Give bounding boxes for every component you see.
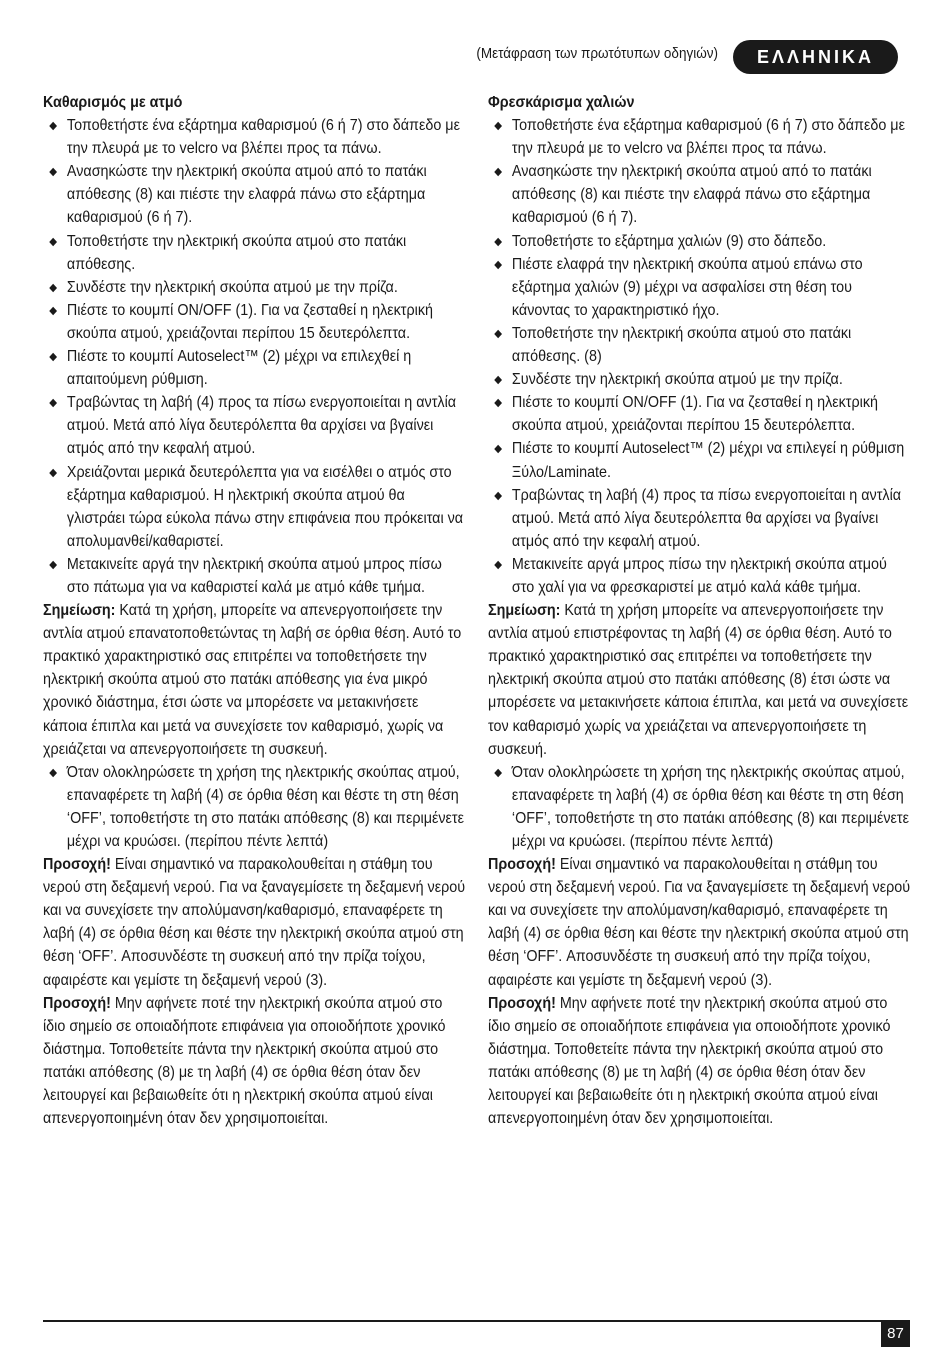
diamond-bullet-icon — [494, 122, 502, 130]
diamond-bullet-icon — [49, 468, 57, 476]
diamond-bullet-icon — [494, 561, 502, 569]
finish-steps — [43, 761, 465, 853]
list-item — [43, 114, 465, 160]
list-item — [488, 114, 910, 160]
note-label: Σημείωση: — [43, 602, 116, 620]
list-item-text: Όταν ολοκληρώσετε τη χρήση της ηλεκτρικής σκούπας ατμού, επαναφέρετε τη λαβή (4) σε όρθια θέση και θέστε τη στη θέση ‘OFF’, τοποθετήστε τη στο πατάκι απόθεσης (8) και περιμένετε μέχρι να κρυώσει. (περίπου πέντε λεπτά) — [511, 763, 910, 850]
list-item — [488, 253, 910, 322]
list-item — [488, 553, 910, 599]
list-item-text: Τραβώντας τη λαβή (4) προς τα πίσω ενεργοποιείται η αντλία ατμού. Μετά από λίγα δευτερόλεπτα θα αρχίσει να βγαίνει ατμός από την κεφαλή ατμού. — [66, 394, 457, 458]
finish-steps — [488, 761, 910, 853]
caution-text: Είναι σημαντικό να παρακολουθείται η στάθμη του νερού στη δεξαμενή νερού. Για να ξαναγεμίσετε τη δεξαμενή νερού και να συνεχίσετε την απολύμανση/καθαρισμό, επαναφέρετε τη λαβή (4) σε όρθια θέση και θέστε την ηλεκτρική σκούπα ατμού στη θέση ‘OFF’. Αποσυνδέστε τη συσκευή από την πρίζα τοίχου, αφαιρέστε και γεμίστε τη δεξαμενή νερού (3). — [43, 856, 466, 989]
caution-paragraph — [488, 992, 910, 1131]
list-item — [488, 230, 910, 253]
diamond-bullet-icon — [49, 307, 57, 315]
list-item-text: Μετακινείτε αργά μπρος πίσω την ηλεκτρική σκούπα ατμού στο χαλί για να φρεσκαριστεί με ατμό καλά κάθε τμήμα. — [511, 555, 887, 596]
caution-label: Προσοχή! — [488, 856, 556, 874]
list-item — [43, 553, 465, 599]
note-paragraph — [43, 599, 465, 761]
list-item — [43, 276, 465, 299]
list-item-text: Τοποθετήστε το εξάρτημα χαλιών (9) στο δάπεδο. — [511, 232, 827, 250]
steam-cleaning-steps — [43, 114, 465, 599]
section-heading-steam-cleaning: Καθαρισμός με ατμό — [43, 94, 183, 111]
list-item-text: Τοποθετήστε ένα εξάρτημα καθαρισμού (6 ή 7) στο δάπεδο με την πλευρά με το velcro να βλέπει προς τα πάνω. — [66, 117, 460, 158]
caution-label: Προσοχή! — [43, 856, 111, 874]
list-item-text: Τραβώντας τη λαβή (4) προς τα πίσω ενεργοποιείται η αντλία ατμού. Μετά από λίγα δευτερόλεπτα θα αρχίσει να βγαίνει ατμός από την κεφαλή ατμού. — [511, 486, 902, 550]
list-item — [43, 230, 465, 276]
list-item-text: Συνδέστε την ηλεκτρική σκούπα ατμού με την πρίζα. — [66, 278, 398, 296]
caution-paragraph — [43, 853, 465, 992]
list-item — [43, 391, 465, 460]
list-item-text: Μετακινείτε αργά την ηλεκτρική σκούπα ατμού μπρος πίσω στο πάτωμα για να καθαριστεί καλά με ατμό κάθε τμήμα. — [66, 555, 442, 596]
list-item-text: Συνδέστε την ηλεκτρική σκούπα ατμού με την πρίζα. — [511, 371, 843, 389]
caution-text: Μην αφήνετε ποτέ την ηλεκτρική σκούπα ατμού στο ίδιο σημείο σε οποιαδήποτε επιφάνεια για οποιοδήποτε χρονικό διάστημα. Τοποθετείτε πάντα την ηλεκτρική σκούπα ατμού στο πατάκι απόθεσης (8) με τη λαβή (4) σε όρθια θέση όταν δεν λειτουργεί και βεβαιωθείτε ότι η ηλεκτρική σκούπα ατμού είναι απενεργοποιημένη όταν δεν χρησιμοποιείται. — [488, 994, 891, 1128]
list-item-text: Πιέστε ελαφρά την ηλεκτρική σκούπα ατμού επάνω στο εξάρτημα χαλιών (9) μέχρι να ασφαλίσει στη θέση του κάνοντας το χαρακτηριστικό ήχο. — [511, 255, 863, 319]
document-subtitle: (Μετάφραση των πρωτότυπων οδηγιών) — [476, 45, 718, 62]
list-item — [488, 437, 910, 483]
diamond-bullet-icon — [494, 237, 502, 245]
caution-paragraph — [43, 992, 465, 1131]
list-item-text: Τοποθετήστε την ηλεκτρική σκούπα ατμού στο πατάκι απόθεσης. — [66, 232, 407, 273]
footer-divider — [43, 1320, 910, 1322]
diamond-bullet-icon — [49, 122, 57, 130]
list-item-text: Ανασηκώστε την ηλεκτρική σκούπα ατμού από το πατάκι απόθεσης (8) και πιέστε την ελαφρά πάνω στο εξάρτημα καθαρισμού (6 ή 7). — [66, 163, 427, 227]
diamond-bullet-icon — [494, 330, 502, 338]
caution-label: Προσοχή! — [43, 994, 111, 1012]
caution-text: Μην αφήνετε ποτέ την ηλεκτρική σκούπα ατμού στο ίδιο σημείο σε οποιαδήποτε επιφάνεια για οποιοδήποτε χρονικό διάστημα. Τοποθετείτε πάντα την ηλεκτρική σκούπα ατμού στο πατάκι απόθεσης (8) με τη λαβή (4) σε όρθια θέση όταν δεν λειτουργεί και βεβαιωθείτε ότι η ηλεκτρική σκούπα ατμού είναι απενεργοποιημένη όταν δεν χρησιμοποιείται. — [43, 994, 446, 1128]
list-item — [43, 160, 465, 229]
diamond-bullet-icon — [49, 353, 57, 361]
diamond-bullet-icon — [494, 168, 502, 176]
list-item — [488, 368, 910, 391]
diamond-bullet-icon — [49, 768, 57, 776]
left-column — [43, 91, 465, 1130]
list-item — [488, 160, 910, 229]
note-text: Κατά τη χρήση μπορείτε να απενεργοποιήσετε την αντλία ατμού επιστρέφοντας τη λαβή (4) σε όρθια θέση. Αυτό το πρακτικό χαρακτηριστικό σας επιτρέπει να τοποθετήσετε την ηλεκτρική σκούπα ατμού στο πατάκι απόθεσης (8) έτσι ώστε να μπορέσετε να μετακινήσετε κάποια έπιπλα, και μετά να συνεχίσετε τον καθαρισμό χωρίς να χρειάζεται να απενεργοποιήσετε τη συσκευή. — [488, 602, 909, 758]
diamond-bullet-icon — [49, 399, 57, 407]
page-number: 87 — [881, 1320, 910, 1347]
list-item — [43, 299, 465, 345]
note-text: Κατά τη χρήση, μπορείτε να απενεργοποιήσετε την αντλία ατμού επανατοποθετώντας τη λαβή σε όρθια θέση. Αυτό το πρακτικό χαρακτηριστικό σας επιτρέπει να τοποθετήσετε την ηλεκτρική σκούπα ατμού στο πατάκι απόθεσης για ένα μικρό χρονικό διάστημα, έτσι ώστε να μπορέσετε να μετακινήσετε κάποια έπιπλα και μετά να συνεχίσετε τον καθαρισμό, χωρίς να χρειάζεται να απενεργοποιήσετε τη συσκευή. — [43, 602, 462, 758]
diamond-bullet-icon — [494, 260, 502, 268]
caution-paragraph — [488, 853, 910, 992]
list-item-text: Πιέστε το κουμπί Autoselect™ (2) μέχρι να επιλεχθεί η απαιτούμενη ρύθμιση. — [66, 348, 412, 389]
right-column — [488, 91, 910, 1130]
list-item-text: Χρειάζονται μερικά δευτερόλεπτα για να εισέλθει ο ατμός στο εξάρτημα καθαρισμού. Η ηλεκτρική σκούπα ατμού θα γλιστράει τώρα εύκολα πάνω στην επιφάνεια που πρόκειται να απολυμανθεί/καθαριστεί. — [66, 463, 464, 550]
list-item — [43, 345, 465, 391]
diamond-bullet-icon — [494, 445, 502, 453]
diamond-bullet-icon — [494, 768, 502, 776]
list-item — [488, 761, 910, 853]
list-item — [488, 484, 910, 553]
note-label: Σημείωση: — [488, 602, 561, 620]
list-item-text: Πιέστε το κουμπί ON/OFF (1). Για να ζεσταθεί η ηλεκτρική σκούπα ατμού, χρειάζονται περίπου 15 δευτερόλεπτα. — [66, 301, 433, 342]
carpet-refresh-steps — [488, 114, 910, 599]
diamond-bullet-icon — [494, 399, 502, 407]
list-item-text: Ανασηκώστε την ηλεκτρική σκούπα ατμού από το πατάκι απόθεσης (8) και πιέστε την ελαφρά πάνω στο εξάρτημα καθαρισμού (6 ή 7). — [511, 163, 872, 227]
list-item — [43, 761, 465, 853]
list-item-text: Πιέστε το κουμπί ON/OFF (1). Για να ζεσταθεί η ηλεκτρική σκούπα ατμού, χρειάζονται περίπου 15 δευτερόλεπτα. — [511, 394, 878, 435]
caution-text: Είναι σημαντικό να παρακολουθείται η στάθμη του νερού στη δεξαμενή νερού. Για να ξαναγεμίσετε τη δεξαμενή νερού και να συνεχίσετε την απολύμανση/καθαρισμό, επαναφέρετε τη λαβή (4) σε όρθια θέση και θέστε την ηλεκτρική σκούπα ατμού στη θέση ‘OFF’. Αποσυνδέστε τη συσκευή από την πρίζα τοίχου, αφαιρέστε και γεμίστε τη δεξαμενή νερού (3). — [488, 856, 911, 989]
diamond-bullet-icon — [49, 561, 57, 569]
list-item — [488, 322, 910, 368]
list-item — [43, 461, 465, 553]
note-paragraph — [488, 599, 910, 761]
list-item-text: Όταν ολοκληρώσετε τη χρήση της ηλεκτρικής σκούπας ατμού, επαναφέρετε τη λαβή (4) σε όρθια θέση και θέστε τη στη θέση ‘OFF’, τοποθετήστε τη στο πατάκι απόθεσης (8) και περιμένετε μέχρι να κρυώσει. (περίπου πέντε λεπτά) — [66, 763, 465, 850]
list-item-text: Τοποθετήστε την ηλεκτρική σκούπα ατμού στο πατάκι απόθεσης. (8) — [511, 324, 852, 366]
list-item-text: Τοποθετήστε ένα εξάρτημα καθαρισμού (6 ή 7) στο δάπεδο με την πλευρά με το velcro να βλέπει προς τα πάνω. — [511, 117, 905, 158]
diamond-bullet-icon — [49, 284, 57, 292]
diamond-bullet-icon — [494, 491, 502, 499]
caution-label: Προσοχή! — [488, 994, 556, 1012]
list-item-text: Πιέστε το κουμπί Autoselect™ (2) μέχρι να επιλεγεί η ρύθμιση Ξύλο/Laminate. — [511, 440, 905, 481]
list-item — [488, 391, 910, 437]
diamond-bullet-icon — [49, 237, 57, 245]
diamond-bullet-icon — [494, 376, 502, 384]
language-badge: ΕΛΛΗΝΙΚΑ — [733, 40, 898, 74]
diamond-bullet-icon — [49, 168, 57, 176]
section-heading-carpet-refresh: Φρεσκάρισμα χαλιών — [488, 94, 635, 111]
